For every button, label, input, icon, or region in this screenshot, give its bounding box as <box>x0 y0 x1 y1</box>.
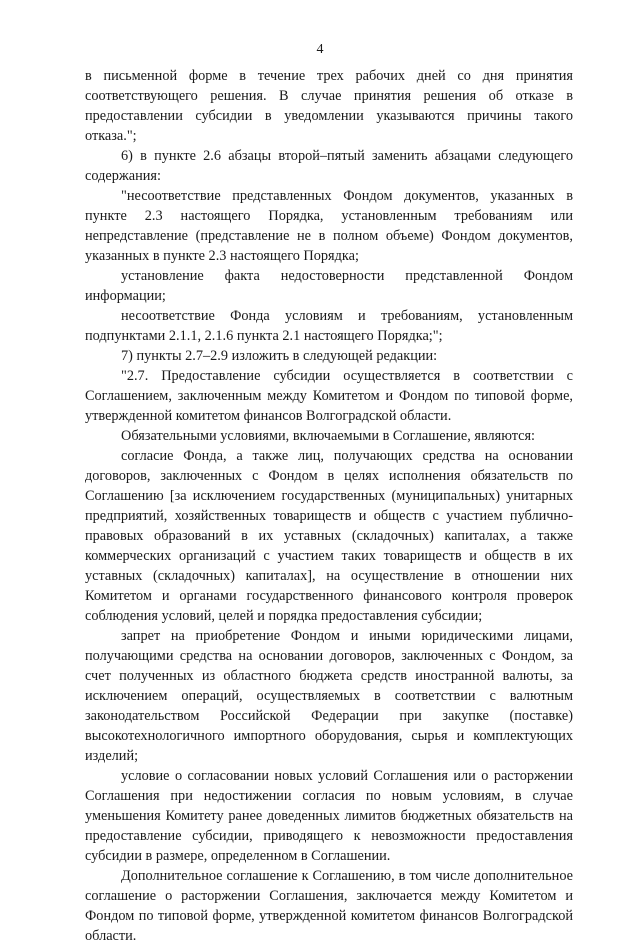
paragraph: согласие Фонда, а также лиц, получающих средства на основании договоров, заключенных с Фондом в целях исполнения обязательств по Соглашению [за исключением государственных (муниципальных) унитарных предприятий, хозяйственных товариществ и обществ с участием публично-правовых образований в их уставных (складочных) капиталах, а также коммерческих организаций с участием таких товариществ и обществ в их уставных (складочных) капиталах], на осуществление в отношении них Комитетом и органами государственного финансового контроля проверок соблюдения условий, целей и порядка предоставления субсидии; <box>85 448 573 624</box>
paragraph: Обязательными условиями, включаемыми в Соглашение, являются: <box>121 428 536 444</box>
page-number: 4 <box>316 42 324 57</box>
document-body <box>85 66 573 946</box>
paragraph: условие о согласовании новых условий Соглашения или о расторжении Соглашения при недостижении согласия по новым условиям, в случае уменьшения Комитету ранее доведенных лимитов бюджетных обязательств на предоставление субсидии, приводящего к невозможности предоставления субсидии в размере, определенном в Соглашении. <box>85 768 573 864</box>
paragraph: несоответствие Фонда условиям и требованиям, установленным подпунктами 2.1.1, 2.1.6 пункта 2.1 настоящего Порядка;"; <box>85 308 573 344</box>
paragraph: установление факта недостоверности представленной Фондом информации; <box>85 268 573 304</box>
paragraph: Дополнительное соглашение к Соглашению, в том числе дополнительное соглашение о расторжении Соглашения, заключается между Комитетом и Фондом по типовой форме, утвержденной комитетом финансов Волгоградской области. <box>85 868 573 944</box>
paragraph: "несоответствие представленных Фондом документов, указанных в пункте 2.3 настоящего Порядка, установленным требованиям или непредставление (представление не в полном объеме) Фондом документов, указанных в пункте 2.3 настоящего Порядка; <box>85 188 573 264</box>
paragraph: "2.7. Предоставление субсидии осуществляется в соответствии с Соглашением, заключенным между Комитетом и Фондом по типовой форме, утвержденной комитетом финансов Волгоградской области. <box>85 368 573 424</box>
paragraph: запрет на приобретение Фондом и иными юридическими лицами, получающими средства на основании договоров, заключенных с Фондом, за счет полученных из областного бюджета средств иностранной валюты, за исключением операций, осуществляемых в соответствии с валютным законодательством Российской Федерации при закупке (поставке) высокотехнологичного импортного оборудования, сырья и комплектующих изделий; <box>85 628 573 764</box>
paragraph: 7) пункты 2.7–2.9 изложить в следующей редакции: <box>121 348 438 364</box>
paragraph: в письменной форме в течение трех рабочих дней со дня принятия соответствующего решения. В случае принятия решения об отказе в предоставлении субсидии в уведомлении указываются причины такого отказа."; <box>85 68 573 144</box>
paragraph: 6) в пункте 2.6 абзацы второй–пятый заменить абзацами следующего содержания: <box>85 148 573 184</box>
